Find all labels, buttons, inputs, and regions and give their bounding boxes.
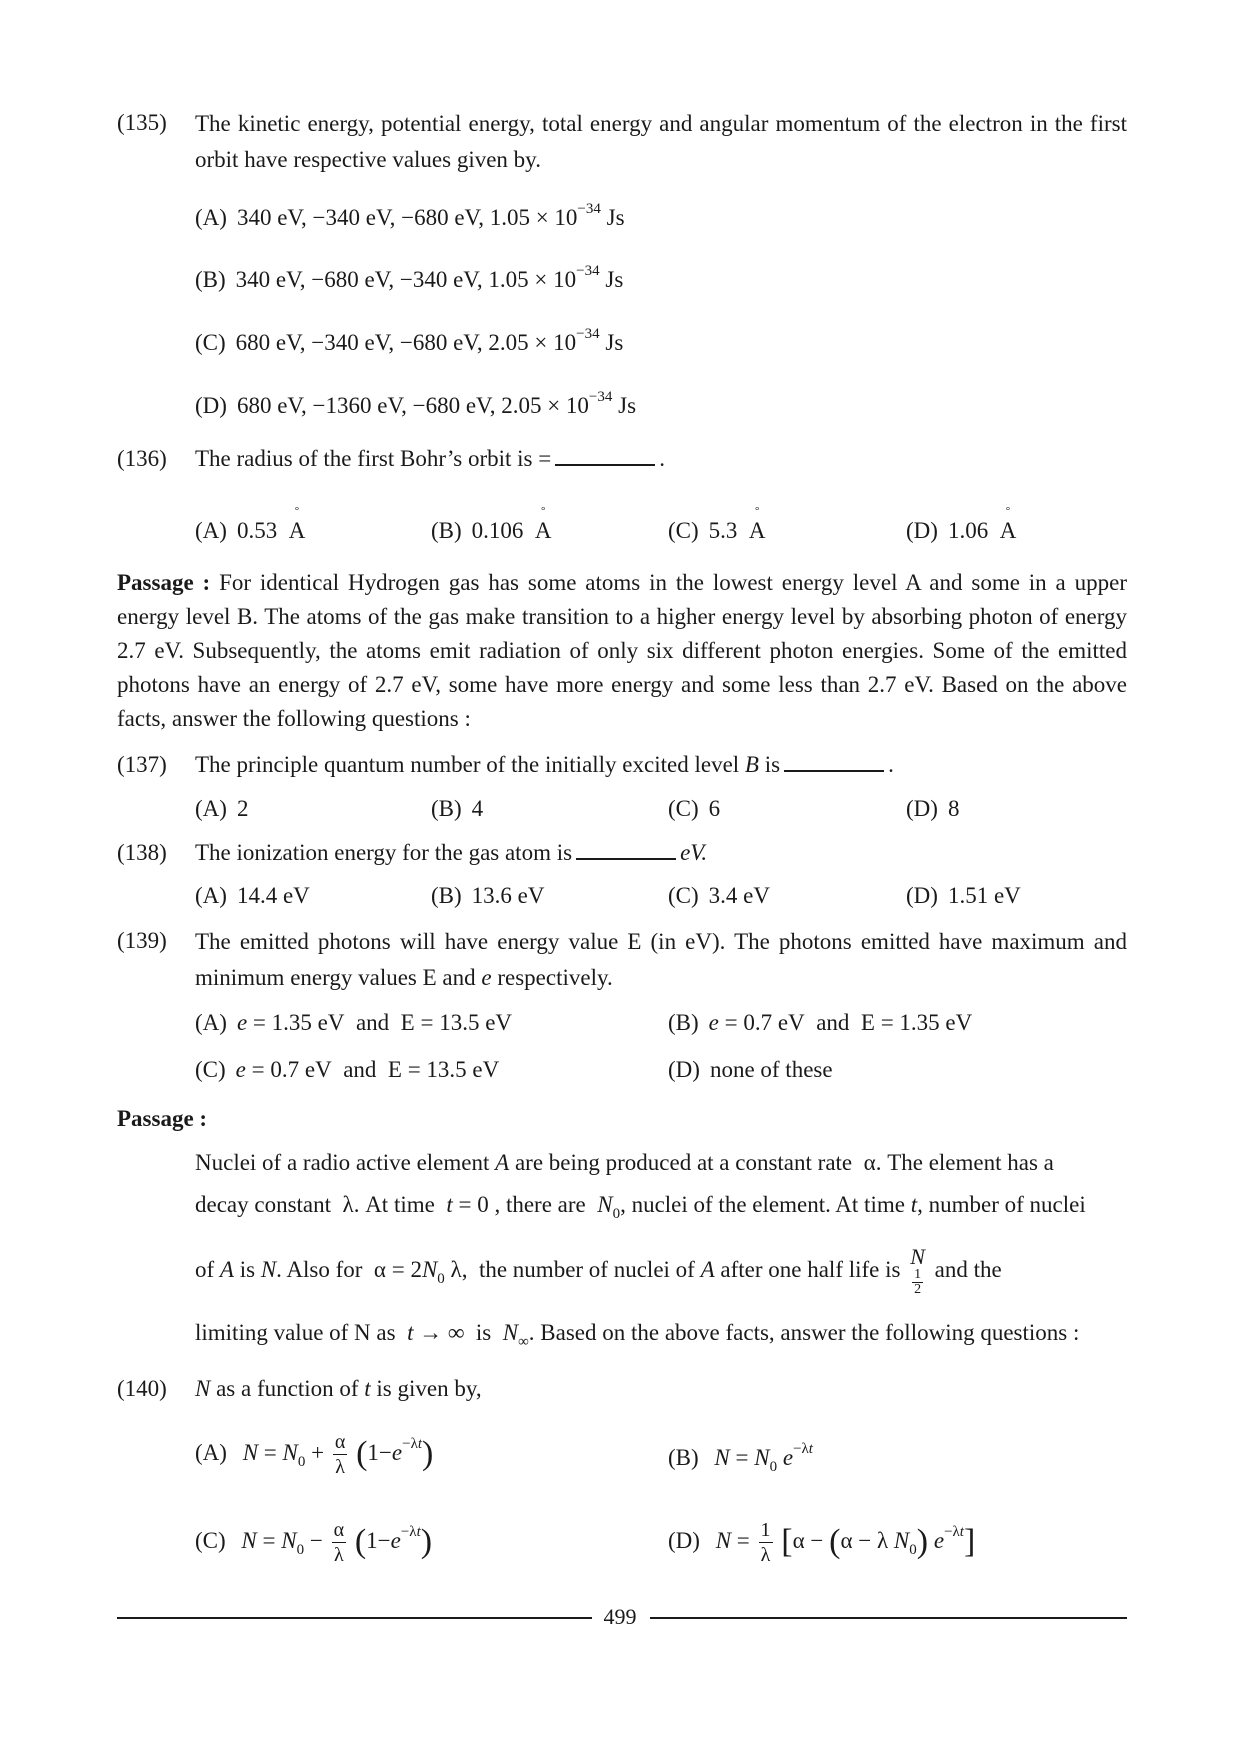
option-label: (C) bbox=[668, 796, 699, 821]
option-unit: Js bbox=[605, 267, 624, 292]
q138-option-b[interactable] bbox=[431, 883, 545, 909]
n-half-fraction: N 1 2 bbox=[910, 1244, 925, 1297]
option-label: (B) bbox=[668, 1445, 699, 1470]
passage-2-line-4: limiting value of N as t → ∞ is $N_\infty$. Based on the above facts, answer the following questions : bbox=[195, 1320, 1080, 1350]
question-138-number: (138) bbox=[117, 840, 167, 865]
option-label: (A) bbox=[195, 796, 227, 821]
q137-option-d[interactable] bbox=[906, 796, 959, 822]
q140-option-b[interactable]: (B) $N = N_0$ $e^{-\lambda t}$ bbox=[668, 1441, 813, 1475]
q138-option-a[interactable] bbox=[195, 883, 310, 909]
passage-2-line-2: decay constant λ. At time t = 0 , there are $N_0$, nuclei of the element. At time t, number of nuclei bbox=[195, 1192, 1086, 1222]
q135-option-b[interactable] bbox=[195, 263, 624, 293]
option-value: 1.51 eV bbox=[947, 883, 1021, 908]
question-end: . bbox=[888, 752, 894, 777]
passage-text: For identical Hydrogen gas has some atoms in the lowest energy level A and some in a upper energy level B. The atoms of the gas make transition to a higher energy level by absorbing photon of energy 2.7 eV. Subsequently, the atoms emit radiation of only six different photon energies. Some of the emitted photons have an energy of 2.7 eV, some have more energy and some less than 2.7 eV. Based on the above facts, answer the following questions : bbox=[117, 570, 1127, 731]
question-138-text bbox=[195, 840, 707, 866]
passage-2-line-3: of A is N. Also for $\alpha = 2N_0$ λ, the number of nuclei of A after one half life is N 1 2 and the bbox=[195, 1244, 1002, 1297]
question-is: is bbox=[764, 752, 781, 777]
passage-1 bbox=[117, 566, 1127, 736]
q140-option-a[interactable]: (A) $N = N_0$ + $\frac{\alpha}{\lambda}$ $(1-e^{-\lambda t})$ bbox=[195, 1431, 434, 1478]
option-label: (B) bbox=[431, 518, 462, 543]
q136-option-a[interactable] bbox=[195, 505, 306, 544]
option-label: (A) bbox=[195, 1439, 227, 1465]
option-value: 14.4 eV bbox=[236, 883, 310, 908]
question-text: The ionization energy for the gas atom is bbox=[195, 840, 573, 865]
question-unit: eV. bbox=[680, 840, 708, 865]
footer-rule-right bbox=[650, 1617, 1127, 1619]
q136-option-c[interactable] bbox=[668, 505, 766, 544]
question-139-text: The emitted photons will have energy value E (in eV). The photons emitted have maximum and minimum energy values E and e respectively. bbox=[195, 929, 1127, 990]
q139-option-a[interactable]: (A) e = 1.35 eV and E = 13.5 eV bbox=[195, 1010, 513, 1035]
q140-option-c[interactable]: (C) $N = N_0$ − $\frac{\alpha}{\lambda}$ $(1-e^{-\lambda t})$ bbox=[195, 1519, 433, 1566]
option-label: (B) bbox=[668, 1010, 699, 1035]
option-value: 2 bbox=[236, 796, 249, 821]
question-137-number: (137) bbox=[117, 752, 167, 777]
angstrom-symbol: ° A bbox=[534, 505, 552, 543]
option-text: 680 eV, −340 eV, −680 eV, 2.05 × 10 bbox=[235, 330, 577, 355]
question-140-text: N as a function of t is given by, bbox=[195, 1376, 482, 1401]
question-139-number: (139) bbox=[117, 928, 167, 953]
q138-option-d[interactable] bbox=[906, 883, 1021, 909]
question-137-text bbox=[195, 752, 894, 778]
answer-blank bbox=[555, 446, 655, 466]
q139-option-d[interactable]: (D) none of these bbox=[668, 1057, 833, 1082]
option-label: (C) bbox=[668, 518, 699, 543]
option-text: 340 eV, −680 eV, −340 eV, 1.05 × 10 bbox=[235, 267, 577, 292]
question-135-text: The kinetic energy, potential energy, total energy and angular momentum of the electron in the first orbit have respective values given by. bbox=[195, 111, 1127, 172]
option-label: (A) bbox=[195, 518, 227, 543]
option-label: (D) bbox=[906, 796, 938, 821]
question-136-number: (136) bbox=[117, 446, 167, 471]
option-value: 4 bbox=[471, 796, 484, 821]
option-label: (C) bbox=[195, 1057, 226, 1082]
q135-option-c[interactable] bbox=[195, 326, 624, 356]
option-value: 8 bbox=[947, 796, 960, 821]
option-exponent: −34 bbox=[588, 389, 613, 405]
q137-option-b[interactable] bbox=[431, 796, 483, 822]
question-variable: B bbox=[744, 752, 759, 777]
passage-2-label: Passage : bbox=[117, 1106, 208, 1131]
angstrom-symbol: ° A bbox=[748, 505, 766, 543]
q139-option-b[interactable]: (B) e = 0.7 eV and E = 1.35 eV bbox=[668, 1010, 973, 1035]
option-value: 5.3 bbox=[708, 518, 738, 543]
one-over-lambda: $\frac{1}{\lambda}$ bbox=[760, 1519, 771, 1566]
option-text: 340 eV, −340 eV, −680 eV, 1.05 × 10 bbox=[236, 205, 578, 230]
option-value: 0.106 bbox=[471, 518, 524, 543]
q136-option-b[interactable] bbox=[431, 505, 552, 544]
option-label: (A) bbox=[195, 1010, 227, 1035]
option-label: (B) bbox=[195, 267, 226, 292]
option-value: 3.4 eV bbox=[708, 883, 770, 908]
option-exponent: −34 bbox=[576, 263, 600, 279]
passage-2-line-1: Nuclei of a radio active element A are being produced at a constant rate α. The element has a bbox=[195, 1150, 1054, 1175]
q137-option-a[interactable] bbox=[195, 796, 248, 822]
option-label: (D) bbox=[195, 393, 227, 418]
q136-option-d[interactable] bbox=[906, 505, 1017, 544]
option-value: 6 bbox=[708, 796, 721, 821]
option-label: (C) bbox=[668, 883, 699, 908]
question-text: The radius of the first Bohr’s orbit is = bbox=[195, 446, 552, 471]
question-end: . bbox=[659, 446, 665, 471]
passage-label: Passage : bbox=[117, 570, 211, 595]
q140-option-d[interactable]: (D) N = $\frac{1}{\lambda}$ [α − (α − λ $N_0$) $e^{-\lambda t}$] bbox=[668, 1519, 976, 1566]
q138-option-c[interactable] bbox=[668, 883, 770, 909]
option-unit: Js bbox=[606, 205, 625, 230]
option-label: (D) bbox=[668, 1527, 700, 1553]
option-unit: Js bbox=[605, 330, 624, 355]
q139-option-c[interactable]: (C) e = 0.7 eV and E = 13.5 eV bbox=[195, 1057, 500, 1082]
option-value: 13.6 eV bbox=[471, 883, 545, 908]
option-value: 0.53 bbox=[236, 518, 278, 543]
option-label: (B) bbox=[431, 796, 462, 821]
option-label: (C) bbox=[195, 330, 226, 355]
question-text: The principle quantum number of the initially excited level bbox=[195, 752, 740, 777]
option-label: (A) bbox=[195, 205, 227, 230]
option-label: (B) bbox=[431, 883, 462, 908]
angstrom-symbol: ° A bbox=[288, 505, 306, 543]
question-136-text bbox=[195, 446, 665, 472]
option-label: (D) bbox=[906, 518, 938, 543]
page-number: 499 bbox=[603, 1604, 637, 1629]
q135-option-a[interactable] bbox=[195, 201, 625, 231]
option-value: 1.06 bbox=[947, 518, 989, 543]
alpha-over-lambda: $\frac{\alpha}{\lambda}$ bbox=[333, 1519, 345, 1566]
footer-rule-left bbox=[117, 1617, 592, 1619]
q137-option-c[interactable] bbox=[668, 796, 720, 822]
answer-blank bbox=[784, 752, 884, 772]
option-text: 680 eV, −1360 eV, −680 eV, 2.05 × 10 bbox=[236, 393, 589, 418]
angstrom-symbol: ° A bbox=[999, 505, 1017, 543]
option-label: (A) bbox=[195, 883, 227, 908]
question-140-number: (140) bbox=[117, 1376, 167, 1401]
option-unit: Js bbox=[618, 393, 637, 418]
question-135-number: (135) bbox=[117, 110, 167, 135]
option-label: (C) bbox=[195, 1527, 226, 1553]
option-label: (D) bbox=[906, 883, 938, 908]
option-exponent: −34 bbox=[576, 326, 600, 342]
q135-option-d[interactable] bbox=[195, 389, 637, 419]
option-exponent: −34 bbox=[577, 201, 601, 217]
alpha-over-lambda: $\frac{\alpha}{\lambda}$ bbox=[334, 1431, 346, 1478]
option-label: (D) bbox=[668, 1057, 700, 1082]
answer-blank bbox=[576, 840, 676, 860]
